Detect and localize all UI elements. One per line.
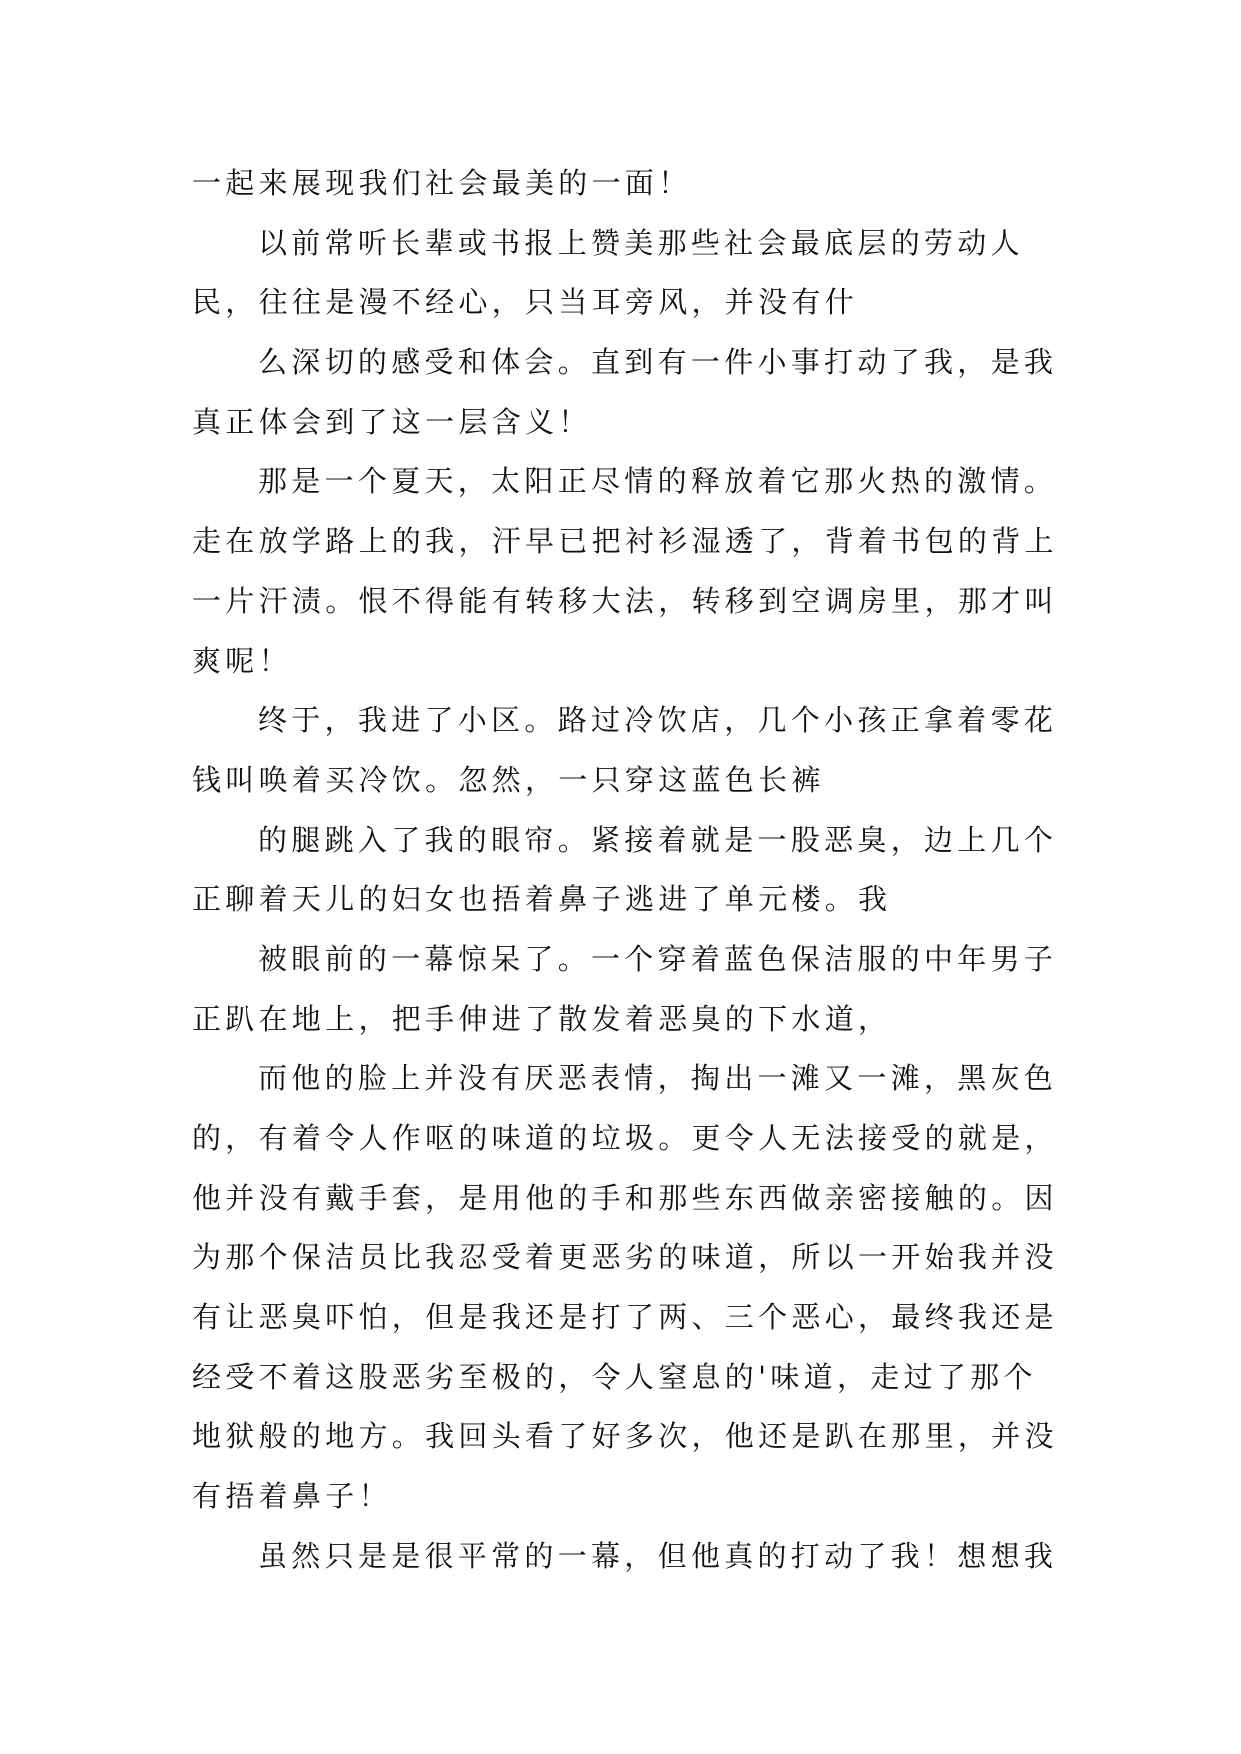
text-line: 爽呢！ <box>192 643 292 678</box>
text-line: 真正体会到了这一层含义！ <box>192 404 592 439</box>
text-line: 经受不着这股恶劣至极的，令人窒息的'味道，走过了那个 <box>192 1359 1037 1394</box>
text-line: 地狱般的地方。我回头看了好多次，他还是趴在那里，并没 <box>192 1419 1058 1454</box>
text-line: 终于，我进了小区。路过冷饮店，几个小孩正拿着零花 <box>258 703 1058 738</box>
text-line: 以前常听长辈或书报上赞美那些社会最底层的劳动人 <box>258 225 1024 260</box>
text-line: 有捂着鼻子！ <box>192 1479 392 1514</box>
text-line: 的，有着令人作呕的味道的垃圾。更令人无法接受的就是， <box>192 1121 1058 1155</box>
text-line: 走在放学路上的我，汗早已把衬衫湿透了，背着书包的背上 <box>192 524 1058 559</box>
text-line: 一起来展现我们社会最美的一面！ <box>192 166 692 200</box>
text-line: 民，往往是漫不经心，只当耳旁风，并没有什 <box>192 285 859 320</box>
text-line: 正聊着天儿的妇女也捂着鼻子逃进了单元楼。我 <box>192 882 892 917</box>
text-line: 他并没有戴手套，是用他的手和那些东西做亲密接触的。因 <box>192 1180 1058 1215</box>
text-line: 钱叫唤着买冷饮。忽然，一只穿这蓝色长裤 <box>192 762 825 797</box>
text-line: 的腿跳入了我的眼帘。紧接着就是一股恶臭，边上几个 <box>258 822 1058 857</box>
text-line: 为那个保洁员比我忍受着更恶劣的味道，所以一开始我并没 <box>192 1240 1058 1275</box>
essay-body <box>192 154 1058 1587</box>
text-line: 有让恶臭吓怕，但是我还是打了两、三个恶心，最终我还是 <box>192 1300 1058 1335</box>
text-line: 而他的脸上并没有厌恶表情，掏出一滩又一滩，黑灰色 <box>258 1061 1058 1096</box>
text-line: 被眼前的一幕惊呆了。一个穿着蓝色保洁服的中年男子 <box>258 941 1058 976</box>
text-line: 正趴在地上，把手伸进了散发着恶臭的下水道， <box>192 1001 892 1036</box>
text-line: 一片汗渍。恨不得能有转移大法，转移到空调房里，那才叫 <box>192 583 1058 618</box>
text-line: 那是一个夏天，太阳正尽情的释放着它那火热的激情。 <box>258 464 1058 499</box>
text-line: 么深切的感受和体会。直到有一件小事打动了我，是我 <box>258 345 1058 380</box>
text-line: 虽然只是是很平常的一幕，但他真的打动了我！想想我 <box>258 1538 1058 1573</box>
